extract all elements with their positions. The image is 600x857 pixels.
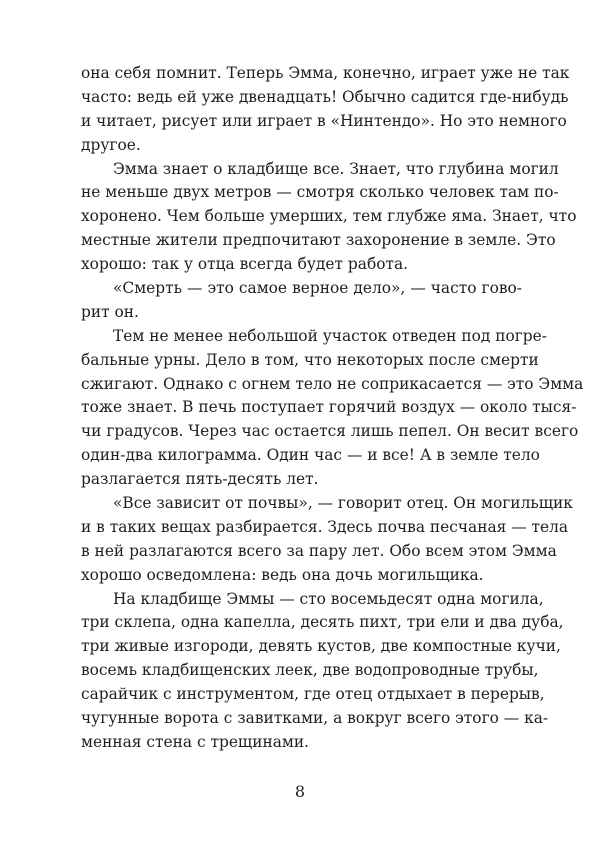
page-number: 8 bbox=[294, 782, 306, 801]
text-line: На кладбище Эммы — сто восемьдесят одна могила, bbox=[113, 589, 544, 608]
text-line: менная стена с трещинами. bbox=[81, 732, 310, 751]
text-line: тоже знает. В печь поступает горячий воздух — около тыся- bbox=[81, 398, 577, 417]
text-line: разлагается пять-десять лет. bbox=[81, 470, 319, 489]
text-line: в ней разлагаются всего за пару лет. Обо всем этом Эмма bbox=[81, 541, 557, 560]
text-line: три склепа, одна капелла, десять пихт, три ели и два дуба, bbox=[81, 613, 564, 632]
text-line: хоронено. Чем больше умерших, тем глубже яма. Знает, что bbox=[81, 207, 577, 226]
text-line: «Все зависит от почвы», — говорит отец. Он могильщик bbox=[113, 494, 573, 513]
text-line: и в таких вещах разбирается. Здесь почва песчаная — тела bbox=[81, 517, 569, 536]
body-text bbox=[81, 62, 584, 755]
text-line: сарайчик с инструментом, где отец отдыхает в перерыв, bbox=[81, 685, 545, 704]
text-line: другое. bbox=[81, 135, 141, 154]
text-line: рит он. bbox=[81, 302, 139, 321]
text-line: бальные урны. Дело в том, что некоторых после смерти bbox=[81, 350, 539, 369]
text-line: Эмма знает о кладбище все. Знает, что глубина могил bbox=[113, 159, 559, 178]
text-line: местные жители предпочитают захоронение в земле. Это bbox=[81, 231, 556, 250]
text-line: часто: ведь ей уже двенадцать! Обычно садится где-нибудь bbox=[81, 87, 569, 106]
text-line: восемь кладбищенских леек, две водопроводные трубы, bbox=[81, 661, 539, 680]
text-line: и читает, рисует или играет в «Нинтендо». Но это немного bbox=[81, 111, 567, 130]
text-line: один-два килограмма. Один час — и все! А в земле тело bbox=[81, 446, 540, 465]
text-line: хорошо: так у отца всегда будет работа. bbox=[81, 255, 409, 274]
text-line: не меньше двух метров — смотря сколько человек там по- bbox=[81, 183, 559, 202]
text-line: чугунные ворота с завитками, а вокруг всего этого — ка- bbox=[81, 709, 549, 728]
text-line: три живые изгороди, девять кустов, две компостные кучи, bbox=[81, 637, 561, 656]
text-line: Тем не менее небольшой участок отведен под погре- bbox=[113, 326, 547, 345]
text-line: чи градусов. Через час остается лишь пепел. Он весит всего bbox=[81, 422, 579, 441]
text-line: «Смерть — это самое верное дело», — часто гово- bbox=[113, 279, 522, 298]
text-line: она себя помнит. Теперь Эмма, конечно, играет уже не так bbox=[81, 64, 570, 82]
text-line: хорошо осведомлена: ведь она дочь могильщика. bbox=[81, 565, 484, 584]
text-line: сжигают. Однако с огнем тело не соприкасается — это Эмма bbox=[81, 374, 584, 393]
